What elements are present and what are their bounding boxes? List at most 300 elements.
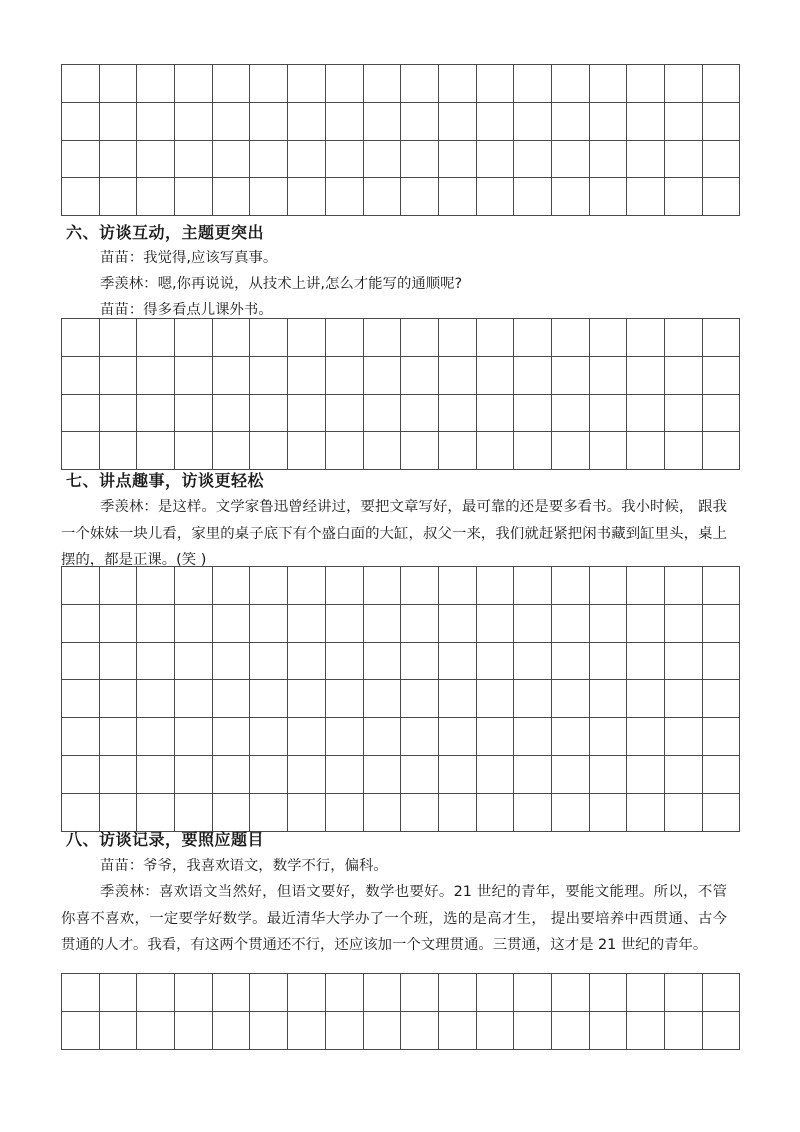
- grid-cell: [627, 718, 665, 756]
- grid-cell: [288, 319, 326, 357]
- grid-cell: [665, 974, 703, 1012]
- grid-cell: [137, 140, 175, 178]
- grid-cell: [401, 642, 439, 680]
- section-heading: 八、访谈记录，要照应题目: [66, 830, 265, 849]
- dialogue-paragraph: 季羡林：是这样。文学家鲁迅曾经讲过，要把文章写好，最可靠的还是要多看书。我小时候， 跟我一个妹妹一块儿看，家里的桌子底下有个盛白面的大缸，叔父一来，我们就赶紧把闲书藏到缸里头，桌上摆的，都是正课。(笑 ): [61, 499, 727, 568]
- grid-cell: [62, 604, 100, 642]
- grid-cell: [99, 604, 137, 642]
- grid-cell: [137, 567, 175, 605]
- grid-cell: [514, 1011, 552, 1049]
- grid-cell: [476, 567, 514, 605]
- grid-cell: [627, 102, 665, 140]
- grid-cell: [288, 65, 326, 103]
- grid-cell: [212, 755, 250, 793]
- grid-cell: [137, 793, 175, 831]
- grid-cell: [702, 567, 740, 605]
- grid-cell: [438, 567, 476, 605]
- grid-cell: [175, 65, 213, 103]
- grid-cell: [212, 680, 250, 718]
- grid-cell: [438, 680, 476, 718]
- grid-cell: [589, 604, 627, 642]
- grid-cell: [401, 604, 439, 642]
- grid-cell: [363, 356, 401, 394]
- grid-row: [62, 432, 740, 470]
- grid-cell: [438, 140, 476, 178]
- grid-cell: [627, 1011, 665, 1049]
- grid-cell: [325, 604, 363, 642]
- grid-cell: [363, 755, 401, 793]
- grid-cell: [62, 755, 100, 793]
- grid-cell: [438, 974, 476, 1012]
- grid-cell: [212, 394, 250, 432]
- grid-cell: [627, 755, 665, 793]
- grid-cell: [62, 356, 100, 394]
- grid-cell: [175, 394, 213, 432]
- grid-cell: [438, 319, 476, 357]
- grid-cell: [514, 394, 552, 432]
- grid-row: [62, 642, 740, 680]
- grid-cell: [62, 432, 100, 470]
- grid-cell: [363, 394, 401, 432]
- grid-cell: [514, 432, 552, 470]
- grid-cell: [551, 974, 589, 1012]
- grid-cell: [62, 319, 100, 357]
- grid-cell: [62, 567, 100, 605]
- grid-cell: [589, 394, 627, 432]
- grid-cell: [137, 642, 175, 680]
- grid-cell: [514, 567, 552, 605]
- grid-cell: [438, 432, 476, 470]
- grid-cell: [514, 755, 552, 793]
- grid-cell: [665, 65, 703, 103]
- grid-cell: [401, 319, 439, 357]
- grid-cell: [702, 356, 740, 394]
- grid-cell: [62, 793, 100, 831]
- writing-grid: [61, 318, 740, 470]
- grid-cell: [62, 680, 100, 718]
- grid-cell: [137, 718, 175, 756]
- grid-cell: [514, 356, 552, 394]
- grid-cell: [325, 432, 363, 470]
- grid-cell: [325, 65, 363, 103]
- grid-cell: [288, 974, 326, 1012]
- grid-cell: [401, 432, 439, 470]
- grid-cell: [250, 1011, 288, 1049]
- grid-cell: [325, 1011, 363, 1049]
- grid-cell: [476, 793, 514, 831]
- grid-cell: [250, 567, 288, 605]
- grid-cell: [62, 65, 100, 103]
- grid-cell: [476, 432, 514, 470]
- grid-cell: [401, 65, 439, 103]
- dialogue-line: 苗苗：得多看点儿课外书。: [100, 302, 273, 318]
- grid-cell: [250, 680, 288, 718]
- grid-cell: [514, 680, 552, 718]
- grid-cell: [99, 1011, 137, 1049]
- grid-cell: [438, 356, 476, 394]
- grid-cell: [438, 793, 476, 831]
- grid-cell: [514, 974, 552, 1012]
- grid-cell: [401, 178, 439, 216]
- grid-row: [62, 178, 740, 216]
- grid-cell: [175, 102, 213, 140]
- dialogue-line: 苗苗：爷爷，我喜欢语文，数学不行，偏科。: [100, 858, 388, 874]
- grid-cell: [175, 604, 213, 642]
- grid-cell: [212, 65, 250, 103]
- grid-cell: [401, 718, 439, 756]
- grid-cell: [627, 432, 665, 470]
- grid-cell: [250, 140, 288, 178]
- grid-cell: [627, 567, 665, 605]
- grid-cell: [99, 102, 137, 140]
- grid-cell: [99, 356, 137, 394]
- grid-cell: [514, 604, 552, 642]
- grid-cell: [250, 793, 288, 831]
- grid-cell: [62, 974, 100, 1012]
- grid-cell: [551, 567, 589, 605]
- grid-cell: [363, 642, 401, 680]
- grid-cell: [551, 755, 589, 793]
- grid-cell: [476, 974, 514, 1012]
- grid-cell: [288, 642, 326, 680]
- grid-cell: [702, 102, 740, 140]
- grid-cell: [212, 718, 250, 756]
- grid-cell: [589, 1011, 627, 1049]
- grid-cell: [401, 356, 439, 394]
- grid-cell: [250, 718, 288, 756]
- grid-cell: [514, 65, 552, 103]
- grid-cell: [137, 178, 175, 216]
- grid-cell: [175, 432, 213, 470]
- grid-cell: [514, 793, 552, 831]
- grid-cell: [288, 356, 326, 394]
- grid-cell: [175, 680, 213, 718]
- grid-cell: [363, 432, 401, 470]
- grid-cell: [438, 642, 476, 680]
- grid-cell: [99, 974, 137, 1012]
- grid-cell: [363, 102, 401, 140]
- grid-cell: [363, 793, 401, 831]
- grid-cell: [250, 65, 288, 103]
- grid-cell: [665, 642, 703, 680]
- grid-cell: [665, 356, 703, 394]
- grid-cell: [212, 356, 250, 394]
- dialogue-line: 苗苗：我觉得,应该写真事。: [100, 250, 278, 266]
- grid-cell: [175, 319, 213, 357]
- grid-cell: [476, 319, 514, 357]
- grid-cell: [99, 319, 137, 357]
- grid-cell: [137, 356, 175, 394]
- grid-cell: [702, 319, 740, 357]
- grid-cell: [627, 604, 665, 642]
- grid-cell: [476, 718, 514, 756]
- grid-cell: [363, 65, 401, 103]
- grid-cell: [250, 394, 288, 432]
- grid-row: [62, 680, 740, 718]
- grid-cell: [62, 718, 100, 756]
- grid-cell: [99, 793, 137, 831]
- grid-cell: [212, 178, 250, 216]
- grid-cell: [137, 1011, 175, 1049]
- grid-cell: [627, 793, 665, 831]
- writing-grid: [61, 566, 740, 832]
- grid-cell: [589, 974, 627, 1012]
- grid-cell: [702, 642, 740, 680]
- grid-cell: [137, 974, 175, 1012]
- grid-cell: [99, 140, 137, 178]
- grid-row: [62, 394, 740, 432]
- grid-cell: [438, 718, 476, 756]
- grid-row: [62, 604, 740, 642]
- grid-cell: [175, 793, 213, 831]
- grid-cell: [551, 140, 589, 178]
- grid-cell: [702, 718, 740, 756]
- grid-cell: [551, 319, 589, 357]
- section-heading: 六、访谈互动，主题更突出: [66, 223, 265, 242]
- grid-cell: [665, 102, 703, 140]
- grid-cell: [288, 755, 326, 793]
- grid-cell: [99, 718, 137, 756]
- grid-cell: [363, 974, 401, 1012]
- grid-cell: [476, 680, 514, 718]
- grid-cell: [401, 793, 439, 831]
- grid-cell: [627, 356, 665, 394]
- grid-cell: [438, 1011, 476, 1049]
- grid-cell: [363, 718, 401, 756]
- grid-cell: [665, 394, 703, 432]
- grid-cell: [212, 604, 250, 642]
- grid-cell: [665, 178, 703, 216]
- grid-cell: [212, 432, 250, 470]
- grid-cell: [438, 604, 476, 642]
- grid-cell: [325, 567, 363, 605]
- grid-cell: [250, 755, 288, 793]
- grid-cell: [99, 65, 137, 103]
- grid-cell: [476, 356, 514, 394]
- grid-cell: [702, 793, 740, 831]
- grid-cell: [627, 394, 665, 432]
- grid-cell: [514, 718, 552, 756]
- grid-cell: [288, 1011, 326, 1049]
- grid-cell: [665, 718, 703, 756]
- grid-cell: [363, 319, 401, 357]
- writing-grid: [61, 973, 740, 1050]
- grid-cell: [62, 140, 100, 178]
- grid-cell: [401, 680, 439, 718]
- grid-cell: [438, 102, 476, 140]
- grid-row: [62, 356, 740, 394]
- grid-cell: [665, 140, 703, 178]
- grid-cell: [288, 178, 326, 216]
- grid-cell: [288, 102, 326, 140]
- grid-cell: [702, 178, 740, 216]
- grid-cell: [401, 102, 439, 140]
- grid-cell: [325, 680, 363, 718]
- grid-cell: [589, 567, 627, 605]
- grid-cell: [175, 755, 213, 793]
- grid-cell: [665, 432, 703, 470]
- grid-cell: [62, 394, 100, 432]
- grid-cell: [551, 642, 589, 680]
- grid-cell: [702, 755, 740, 793]
- grid-cell: [551, 680, 589, 718]
- grid-cell: [551, 793, 589, 831]
- grid-cell: [476, 755, 514, 793]
- grid-cell: [137, 65, 175, 103]
- grid-cell: [438, 755, 476, 793]
- grid-cell: [99, 567, 137, 605]
- grid-cell: [288, 567, 326, 605]
- grid-cell: [325, 642, 363, 680]
- grid-cell: [363, 140, 401, 178]
- grid-cell: [401, 1011, 439, 1049]
- grid-cell: [250, 642, 288, 680]
- grid-cell: [137, 680, 175, 718]
- grid-cell: [401, 755, 439, 793]
- grid-cell: [551, 718, 589, 756]
- grid-cell: [401, 140, 439, 178]
- grid-cell: [665, 680, 703, 718]
- grid-cell: [250, 432, 288, 470]
- grid-cell: [476, 65, 514, 103]
- grid-cell: [627, 65, 665, 103]
- grid-cell: [665, 604, 703, 642]
- grid-cell: [665, 793, 703, 831]
- grid-cell: [325, 974, 363, 1012]
- grid-cell: [589, 793, 627, 831]
- grid-cell: [175, 718, 213, 756]
- grid-cell: [212, 102, 250, 140]
- grid-cell: [476, 140, 514, 178]
- grid-cell: [476, 642, 514, 680]
- grid-cell: [627, 140, 665, 178]
- grid-cell: [627, 319, 665, 357]
- grid-cell: [250, 604, 288, 642]
- grid-row: [62, 319, 740, 357]
- grid-cell: [250, 178, 288, 216]
- grid-cell: [702, 974, 740, 1012]
- grid-cell: [175, 140, 213, 178]
- grid-cell: [363, 1011, 401, 1049]
- grid-cell: [363, 178, 401, 216]
- grid-cell: [325, 319, 363, 357]
- grid-cell: [325, 178, 363, 216]
- grid-cell: [627, 974, 665, 1012]
- grid-cell: [476, 102, 514, 140]
- grid-cell: [212, 140, 250, 178]
- grid-cell: [702, 140, 740, 178]
- grid-cell: [62, 1011, 100, 1049]
- grid-cell: [325, 102, 363, 140]
- grid-cell: [702, 680, 740, 718]
- grid-cell: [137, 394, 175, 432]
- grid-cell: [551, 65, 589, 103]
- grid-cell: [212, 642, 250, 680]
- grid-row: [62, 793, 740, 831]
- writing-grid: [61, 64, 740, 216]
- grid-cell: [665, 567, 703, 605]
- grid-cell: [137, 319, 175, 357]
- grid-cell: [438, 178, 476, 216]
- grid-cell: [288, 604, 326, 642]
- grid-cell: [363, 680, 401, 718]
- grid-cell: [476, 1011, 514, 1049]
- grid-cell: [551, 604, 589, 642]
- grid-cell: [137, 604, 175, 642]
- grid-cell: [401, 974, 439, 1012]
- grid-cell: [476, 604, 514, 642]
- grid-cell: [288, 140, 326, 178]
- grid-cell: [175, 974, 213, 1012]
- grid-cell: [589, 65, 627, 103]
- grid-cell: [589, 356, 627, 394]
- grid-cell: [212, 793, 250, 831]
- grid-cell: [438, 394, 476, 432]
- grid-cell: [551, 356, 589, 394]
- grid-cell: [589, 319, 627, 357]
- grid-cell: [514, 642, 552, 680]
- grid-cell: [514, 319, 552, 357]
- grid-cell: [175, 178, 213, 216]
- grid-cell: [551, 1011, 589, 1049]
- grid-cell: [476, 178, 514, 216]
- grid-cell: [325, 793, 363, 831]
- grid-cell: [589, 140, 627, 178]
- grid-cell: [175, 356, 213, 394]
- grid-cell: [702, 1011, 740, 1049]
- grid-cell: [288, 394, 326, 432]
- grid-cell: [401, 567, 439, 605]
- grid-cell: [250, 102, 288, 140]
- grid-cell: [62, 642, 100, 680]
- grid-cell: [175, 567, 213, 605]
- grid-cell: [401, 394, 439, 432]
- grid-cell: [589, 178, 627, 216]
- grid-cell: [325, 755, 363, 793]
- grid-row: [62, 567, 740, 605]
- grid-cell: [514, 102, 552, 140]
- grid-cell: [363, 567, 401, 605]
- grid-cell: [325, 718, 363, 756]
- grid-cell: [250, 356, 288, 394]
- grid-cell: [212, 319, 250, 357]
- grid-cell: [99, 755, 137, 793]
- grid-row: [62, 974, 740, 1012]
- grid-cell: [514, 178, 552, 216]
- grid-cell: [175, 642, 213, 680]
- grid-cell: [288, 432, 326, 470]
- grid-cell: [288, 680, 326, 718]
- grid-cell: [137, 102, 175, 140]
- grid-cell: [325, 140, 363, 178]
- grid-cell: [288, 793, 326, 831]
- grid-cell: [212, 567, 250, 605]
- grid-cell: [99, 178, 137, 216]
- grid-cell: [325, 394, 363, 432]
- grid-cell: [137, 432, 175, 470]
- grid-cell: [702, 432, 740, 470]
- grid-row: [62, 140, 740, 178]
- grid-cell: [514, 140, 552, 178]
- grid-row: [62, 65, 740, 103]
- grid-cell: [62, 102, 100, 140]
- grid-cell: [476, 394, 514, 432]
- grid-cell: [325, 356, 363, 394]
- grid-cell: [62, 178, 100, 216]
- grid-cell: [589, 642, 627, 680]
- grid-row: [62, 755, 740, 793]
- grid-cell: [589, 432, 627, 470]
